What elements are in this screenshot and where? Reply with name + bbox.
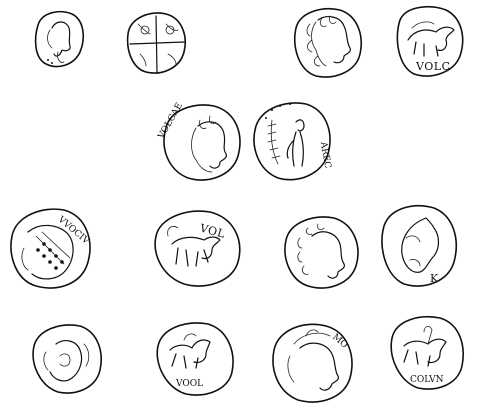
coin-11-stylized-head — [33, 325, 101, 393]
coin-8-horse-vol — [155, 211, 240, 286]
coin-4-animal-volc — [397, 7, 462, 76]
coin-4-legend: VOLC — [416, 60, 451, 73]
coin-7-legend: VVOCIV — [55, 214, 91, 247]
coin-2-cross-reverse — [128, 13, 186, 73]
coin-3-laureate-head — [295, 9, 361, 77]
coin-5-head-volcae — [156, 101, 240, 180]
coin-5-legend: VOLCAE — [156, 101, 186, 141]
coin-9-curly-head — [285, 217, 358, 288]
coin-12-legend: VOOL — [176, 379, 204, 389]
coin-13-helmeted-head — [273, 324, 352, 402]
coin-8-legend: VOL — [198, 221, 227, 241]
coin-14-rider-colvn — [391, 317, 463, 389]
coin-6-standing-figure-arec — [254, 103, 332, 180]
coin-10-horse-head — [382, 206, 456, 286]
coin-10-legend: K — [430, 272, 439, 285]
coin-7-beaded-head — [11, 209, 91, 288]
coin-6-legend: AREC — [317, 141, 333, 170]
coin-14-legend: COLVN — [410, 375, 444, 385]
coin-13-legend: MO — [330, 332, 350, 351]
coin-1-head-obverse — [36, 12, 84, 67]
coin-12-horse-vool — [157, 323, 233, 395]
